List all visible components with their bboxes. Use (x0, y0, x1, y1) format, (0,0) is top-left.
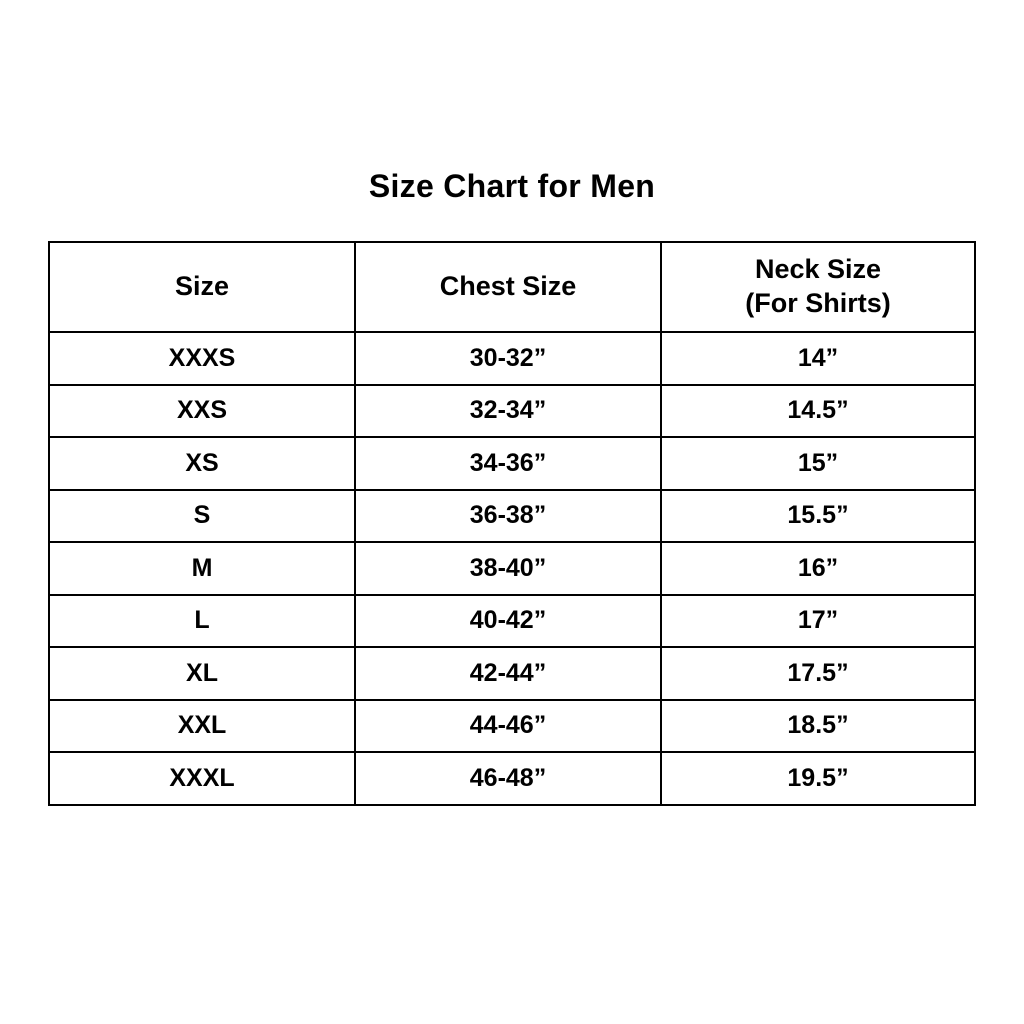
header-chest-size (355, 242, 661, 332)
table-row (49, 542, 975, 595)
neck-size-cell: 15” (661, 437, 975, 490)
size-cell: XL (49, 647, 355, 700)
table-body (49, 332, 975, 805)
header-row (49, 242, 975, 332)
size-cell: L (49, 595, 355, 648)
chest-size-cell: 38-40” (355, 542, 661, 595)
chest-size-cell: 42-44” (355, 647, 661, 700)
table-row (49, 752, 975, 805)
table-row (49, 385, 975, 438)
size-cell: XXXL (49, 752, 355, 805)
chest-size-cell: 36-38” (355, 490, 661, 543)
header-size-label: Size (174, 271, 230, 302)
neck-size-cell: 14.5” (661, 385, 975, 438)
neck-size-cell: 18.5” (661, 700, 975, 753)
table-header (49, 242, 975, 332)
neck-size-cell: 15.5” (661, 490, 975, 543)
size-cell: XXS (49, 385, 355, 438)
neck-size-cell: 14” (661, 332, 975, 385)
chest-size-cell: 44-46” (355, 700, 661, 753)
chest-size-cell: 40-42” (355, 595, 661, 648)
size-chart-table (48, 241, 976, 806)
chest-size-cell: 34-36” (355, 437, 661, 490)
size-cell: S (49, 490, 355, 543)
chest-size-cell: 46-48” (355, 752, 661, 805)
table-row (49, 595, 975, 648)
neck-size-cell: 17” (661, 595, 975, 648)
header-size (49, 242, 355, 332)
header-neck-size-sublabel: (For Shirts) (745, 288, 891, 318)
size-cell: M (49, 542, 355, 595)
size-cell: XXL (49, 700, 355, 753)
header-neck-size (661, 242, 975, 332)
table-row (49, 437, 975, 490)
table-row (49, 700, 975, 753)
page-title: Size Chart for Men (368, 168, 656, 204)
neck-size-cell: 19.5” (661, 752, 975, 805)
table-row (49, 647, 975, 700)
table-row (49, 332, 975, 385)
chest-size-cell: 32-34” (355, 385, 661, 438)
header-neck-size-label: Neck Size (754, 254, 882, 285)
neck-size-cell: 17.5” (661, 647, 975, 700)
neck-size-cell: 16” (661, 542, 975, 595)
size-cell: XS (49, 437, 355, 490)
table-row (49, 490, 975, 543)
header-chest-size-label: Chest Size (439, 271, 577, 302)
chest-size-cell: 30-32” (355, 332, 661, 385)
size-cell: XXXS (49, 332, 355, 385)
